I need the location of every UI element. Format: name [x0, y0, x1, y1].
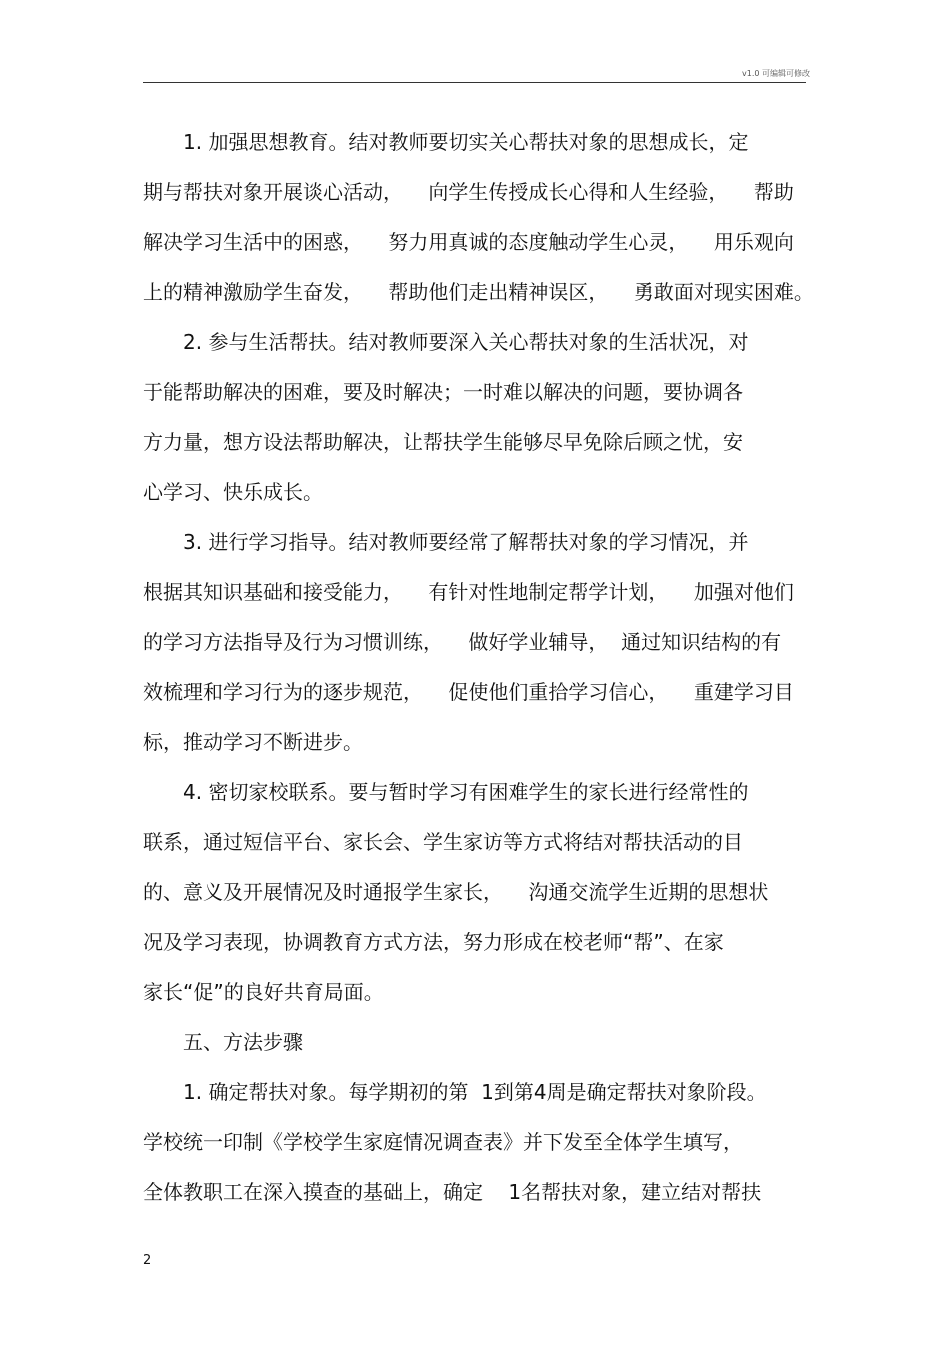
text-line: 1. 加强思想教育。结对教师要切实关心帮扶对象的思想成长，定	[183, 130, 749, 154]
text-line: 于能帮助解决的困难，要及时解决；一时难以解决的问题，要协调各	[143, 380, 743, 404]
text-line: 4. 密切家校联系。要与暂时学习有困难学生的家长进行经常性的	[183, 780, 749, 804]
text-line: 1. 确定帮扶对象。每学期初的第 1到第4周是确定帮扶对象阶段。	[183, 1080, 767, 1104]
text-line: 的学习方法指导及行为习惯训练， 做好学业辅导， 通过知识结构的有	[143, 630, 782, 654]
text-line: 2. 参与生活帮扶。结对教师要深入关心帮扶对象的生活状况，对	[183, 330, 749, 354]
text-line: 上的精神激励学生奋发， 帮助他们走出精神误区， 勇敢面对现实困难。	[143, 280, 814, 304]
page-number: 2	[143, 1253, 152, 1268]
text-line: 方力量，想方设法帮助解决，让帮扶学生能够尽早免除后顾之忧，安	[143, 430, 743, 454]
text-line: 3. 进行学习指导。结对教师要经常了解帮扶对象的学习情况，并	[183, 530, 749, 554]
text-line: 的、意义及开展情况及时通报学生家长， 沟通交流学生近期的思想状	[143, 880, 769, 904]
text-line: 效梳理和学习行为的逐步规范， 促使他们重拾学习信心， 重建学习目	[143, 680, 794, 704]
version-label: v1.0 可编辑可修改	[742, 69, 810, 78]
text-line: 学校统一印制《学校学生家庭情况调查表》并下发至全体学生填写，	[143, 1130, 743, 1154]
text-line: 家长“促”的良好共育局面。	[143, 980, 384, 1004]
section-heading: 五、方法步骤	[183, 1030, 303, 1054]
text-line: 联系，通过短信平台、家长会、学生家访等方式将结对帮扶活动的目	[143, 830, 743, 854]
text-line: 标，推动学习不断进步。	[143, 730, 363, 754]
text-line: 况及学习表现，协调教育方式方法，努力形成在校老师“帮”、在家	[143, 930, 724, 954]
text-line: 期与帮扶对象开展谈心活动， 向学生传授成长心得和人生经验， 帮助	[143, 180, 794, 204]
text-line: 心学习、快乐成长。	[143, 480, 323, 504]
text-line: 全体教职工在深入摸查的基础上，确定 1名帮扶对象，建立结对帮扶	[143, 1180, 762, 1204]
text-line: 根据其知识基础和接受能力， 有针对性地制定帮学计划， 加强对他们	[143, 580, 794, 604]
text-line: 解决学习生活中的困惑， 努力用真诚的态度触动学生心灵， 用乐观向	[143, 230, 794, 254]
header-divider	[143, 82, 806, 83]
